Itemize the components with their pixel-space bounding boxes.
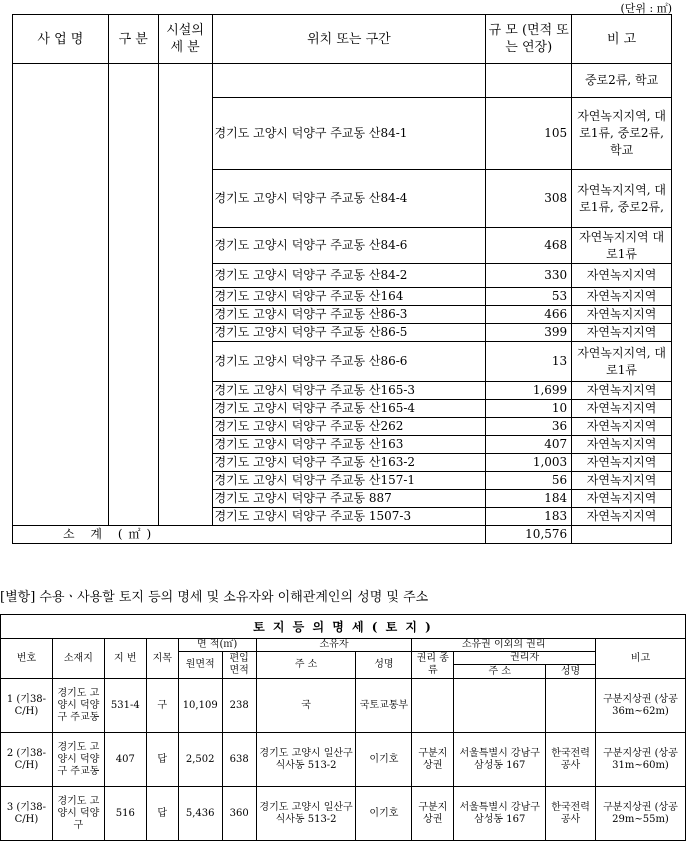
note-cell: 자연녹지지역, 대로1류, 중로2류, 학교 <box>572 98 672 170</box>
h-no: 번호 <box>1 639 53 679</box>
note-cell: 자연녹지지역, 대로1류, 중로2류, <box>572 170 672 228</box>
cell-note: 구분지상권 (상공31m~60m) <box>596 733 686 787</box>
cell-name: 이기호 <box>356 733 412 787</box>
area-cell: 105 <box>486 98 572 170</box>
cell-lot: 407 <box>104 733 146 787</box>
cell-incl: 638 <box>222 733 256 787</box>
cell-hname: 한국전력 공사 <box>546 733 596 787</box>
land-table-body <box>1 679 686 841</box>
location-cell: 경기도 고양시 덕양구 주교동 산165-3 <box>212 382 486 400</box>
cell-incl: 360 <box>222 787 256 841</box>
header-row <box>13 15 672 64</box>
h-lot: 지 번 <box>104 639 146 679</box>
location-cell: 경기도 고양시 덕양구 주교동 887 <box>212 490 486 508</box>
area-cell: 330 <box>486 264 572 288</box>
cell-orig: 10,109 <box>178 679 222 733</box>
area-cell <box>486 64 572 98</box>
cell-rtype: 구분지 상권 <box>412 787 454 841</box>
location-cell: 경기도 고양시 덕양구 주교동 산165-4 <box>212 400 486 418</box>
note-cell: 자연녹지지역 <box>572 436 672 454</box>
cell-orig: 5,436 <box>178 787 222 841</box>
h-orig: 원면적 <box>178 652 222 679</box>
cell-rtype: 구분지 상권 <box>412 733 454 787</box>
location-cell: 경기도 고양시 덕양구 주교동 산84-4 <box>212 170 486 228</box>
business-table <box>12 14 672 544</box>
h-note: 비고 <box>596 639 686 679</box>
cell-no: 3 (기38-C/H) <box>1 787 53 841</box>
cell-no: 2 (기38-C/H) <box>1 733 53 787</box>
location-cell <box>212 64 486 98</box>
note-cell: 자연녹지지역 <box>572 490 672 508</box>
location-cell: 경기도 고양시 덕양구 주교동 산84-2 <box>212 264 486 288</box>
cell-no: 1 (기38-C/H) <box>1 679 53 733</box>
cell-haddr <box>454 679 546 733</box>
total-note <box>572 526 672 544</box>
unit-label: (단위 : ㎡) <box>620 2 672 15</box>
note-cell: 자연녹지지역 <box>572 418 672 436</box>
area-cell: 468 <box>486 228 572 264</box>
h-holder: 권리자 <box>454 652 596 665</box>
note-cell: 자연녹지지역 <box>572 288 672 306</box>
cell-loc: 경기도 고양시 덕양구 주교동 <box>52 679 104 733</box>
note-cell: 중로2류, 학교 <box>572 64 672 98</box>
cell-division <box>108 64 158 526</box>
h-name: 성명 <box>356 652 412 679</box>
cell-name: 국토교통부 <box>356 679 412 733</box>
section-subtitle: [별항] 수용ㆍ사용할 토지 등의 명세 및 소유자와 이해관계인의 성명 및 주소 <box>0 590 429 605</box>
note-cell: 자연녹지지역 <box>572 454 672 472</box>
cell-lot: 516 <box>104 787 146 841</box>
cell-hname <box>546 679 596 733</box>
location-cell: 경기도 고양시 덕양구 주교동 산86-3 <box>212 306 486 324</box>
table-row <box>1 679 686 733</box>
header-business: 사 업 명 <box>13 15 109 64</box>
area-cell: 10 <box>486 400 572 418</box>
h-rights: 소유권 이외의 권리 <box>412 639 596 652</box>
area-cell: 56 <box>486 472 572 490</box>
cell-lot: 531-4 <box>104 679 146 733</box>
location-cell: 경기도 고양시 덕양구 주교동 산164 <box>212 288 486 306</box>
cell-rtype <box>412 679 454 733</box>
cell-cat: 구 <box>146 679 178 733</box>
h-cat: 지목 <box>146 639 178 679</box>
area-cell: 1,003 <box>486 454 572 472</box>
location-cell: 경기도 고양시 덕양구 주교동 산262 <box>212 418 486 436</box>
header-location: 위치 또는 구간 <box>212 15 486 64</box>
total-row <box>13 526 672 544</box>
header-facility: 시설의 세 분 <box>158 15 212 64</box>
cell-loc: 경기도 고양시 덕양구 주교동 <box>52 733 104 787</box>
h-haddr: 주 소 <box>454 665 546 679</box>
area-cell: 407 <box>486 436 572 454</box>
area-cell: 308 <box>486 170 572 228</box>
location-cell: 경기도 고양시 덕양구 주교동 산163 <box>212 436 486 454</box>
cell-orig: 2,502 <box>178 733 222 787</box>
location-cell: 경기도 고양시 덕양구 주교동 산157-1 <box>212 472 486 490</box>
area-cell: 183 <box>486 508 572 526</box>
note-cell: 자연녹지지역 <box>572 264 672 288</box>
note-cell: 자연녹지지역 <box>572 508 672 526</box>
land-table-title: 토 지 등 의 명 세 ( 토 지 ) <box>1 615 686 639</box>
location-cell: 경기도 고양시 덕양구 주교동 산84-1 <box>212 98 486 170</box>
cell-facility <box>158 64 212 526</box>
area-cell: 466 <box>486 306 572 324</box>
cell-cat: 답 <box>146 733 178 787</box>
area-cell: 53 <box>486 288 572 306</box>
location-cell: 경기도 고양시 덕양구 주교동 1507-3 <box>212 508 486 526</box>
cell-note: 구분지상권 (상공36m~62m) <box>596 679 686 733</box>
table-row <box>1 787 686 841</box>
h-hname: 성명 <box>546 665 596 679</box>
cell-incl: 238 <box>222 679 256 733</box>
header-note: 비 고 <box>572 15 672 64</box>
h-incl: 편입 면적 <box>222 652 256 679</box>
note-cell: 자연녹지지역 <box>572 306 672 324</box>
cell-addr: 국 <box>256 679 356 733</box>
h-loc: 소재지 <box>52 639 104 679</box>
note-cell: 자연녹지지역 대로1류 <box>572 228 672 264</box>
table-row <box>13 64 672 98</box>
h-rtype: 권리 종류 <box>412 652 454 679</box>
cell-business <box>13 64 109 526</box>
cell-cat: 답 <box>146 787 178 841</box>
area-cell: 184 <box>486 490 572 508</box>
note-cell: 자연녹지지역 <box>572 382 672 400</box>
header-scale: 규 모 (면적 또는 연장) <box>486 15 572 64</box>
h-addr: 주 소 <box>256 652 356 679</box>
note-cell: 자연녹지지역 <box>572 400 672 418</box>
land-table <box>0 614 686 841</box>
h-owner: 소유자 <box>256 639 412 652</box>
note-cell: 자연녹지지역, 대로1류 <box>572 342 672 382</box>
location-cell: 경기도 고양시 덕양구 주교동 산163-2 <box>212 454 486 472</box>
cell-hname: 한국전력 공사 <box>546 787 596 841</box>
note-cell: 자연녹지지역 <box>572 472 672 490</box>
area-cell: 1,699 <box>486 382 572 400</box>
cell-haddr: 서울특별시 강남구 삼성동 167 <box>454 733 546 787</box>
cell-addr: 경기도 고양시 일산구 식사동 513-2 <box>256 733 356 787</box>
cell-note: 구분지상권 (상공29m~55m) <box>596 787 686 841</box>
area-cell: 399 <box>486 324 572 342</box>
note-cell: 자연녹지지역 <box>572 324 672 342</box>
total-label: 소 계 (㎡) <box>13 526 486 544</box>
location-cell: 경기도 고양시 덕양구 주교동 산86-5 <box>212 324 486 342</box>
header-division: 구 분 <box>108 15 158 64</box>
area-cell: 36 <box>486 418 572 436</box>
area-cell: 13 <box>486 342 572 382</box>
total-value: 10,576 <box>486 526 572 544</box>
business-table-body <box>13 64 672 544</box>
cell-haddr: 서울특별시 강남구 삼성동 167 <box>454 787 546 841</box>
table-row <box>1 733 686 787</box>
h-area: 면 적(㎡) <box>178 639 256 652</box>
location-cell: 경기도 고양시 덕양구 주교동 산86-6 <box>212 342 486 382</box>
cell-name: 이기호 <box>356 787 412 841</box>
location-cell: 경기도 고양시 덕양구 주교동 산84-6 <box>212 228 486 264</box>
cell-loc: 경기도 고양시 덕양구 <box>52 787 104 841</box>
cell-addr: 경기도 고양시 일산구 식사동 513-2 <box>256 787 356 841</box>
